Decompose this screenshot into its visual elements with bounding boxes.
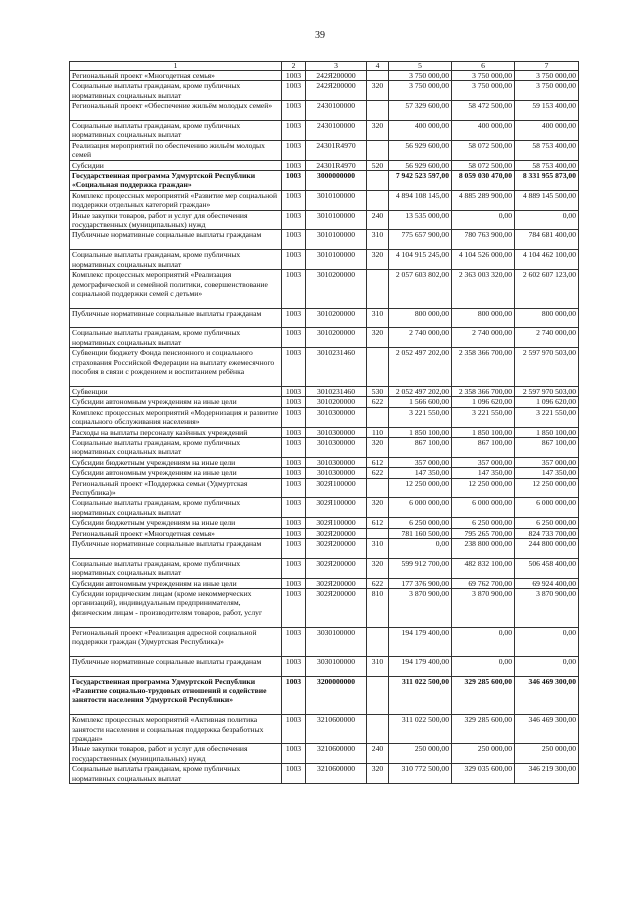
table-row (70, 578, 579, 588)
target-article-cell: 3000000000 (306, 171, 367, 191)
amount-cell-col6: 250 000,00 (452, 744, 515, 764)
target-article-cell: 302Я200000 (306, 528, 367, 538)
amount-cell-col7: 400 000,00 (515, 121, 579, 141)
amount-cell-col7: 6 000 000,00 (515, 498, 579, 518)
table-body (70, 71, 579, 784)
amount-cell-col5: 781 160 500,00 (389, 528, 452, 538)
expense-type-cell (367, 407, 389, 427)
amount-cell-col6: 69 762 700,00 (452, 578, 515, 588)
amount-cell-col6: 8 059 030 470,00 (452, 171, 515, 191)
table-row (70, 437, 579, 457)
amount-cell-col7: 2 602 607 123,00 (515, 270, 579, 309)
amount-cell-col6: 1 850 100,00 (452, 427, 515, 437)
table-row (70, 528, 579, 538)
col-header-5: 5 (389, 62, 452, 71)
row-name-cell: Государственная программа Удмуртской Республики «Социальная поддержка граждан» (70, 171, 282, 191)
amount-cell-col7: 3 870 900,00 (515, 589, 579, 628)
target-article-cell: 3200000000 (306, 676, 367, 715)
row-name-cell: Региональный проект «Обеспечение жильём молодых семей» (70, 101, 282, 121)
amount-cell-col7: 147 350,00 (515, 468, 579, 478)
target-article-cell: 302Я100000 (306, 518, 367, 528)
amount-cell-col6: 4 104 526 000,00 (452, 250, 515, 270)
target-article-cell: 3010200000 (306, 308, 367, 328)
amount-cell-col5: 3 750 000,00 (389, 81, 452, 101)
amount-cell-col5: 4 894 108 145,00 (389, 190, 452, 210)
amount-cell-col7: 3 750 000,00 (515, 81, 579, 101)
amount-cell-col7: 357 000,00 (515, 457, 579, 467)
target-article-cell: 3010100000 (306, 230, 367, 250)
row-name-cell: Комплекс процессных мероприятий «Активная политика занятости населения и социальная поддержка безработных граждан» (70, 715, 282, 744)
row-name-cell: Субсидии бюджетным учреждениям на иные цели (70, 518, 282, 528)
row-name-cell: Социальные выплаты гражданам, кроме публичных нормативных социальных выплат (70, 764, 282, 784)
table-row (70, 538, 579, 558)
table-row (70, 407, 579, 427)
amount-cell-col6: 329 285 600,00 (452, 676, 515, 715)
amount-cell-col6: 3 221 550,00 (452, 407, 515, 427)
target-article-cell: 3010300000 (306, 457, 367, 467)
amount-cell-col5: 311 022 500,00 (389, 715, 452, 744)
amount-cell-col5: 1 850 100,00 (389, 427, 452, 437)
row-name-cell: Комплекс процессных мероприятий «Модернизация и развитие социального обслуживания населения» (70, 407, 282, 427)
table-row (70, 81, 579, 101)
section-code-cell: 1003 (282, 744, 306, 764)
section-code-cell: 1003 (282, 210, 306, 230)
amount-cell-col6: 58 472 500,00 (452, 101, 515, 121)
table-row (70, 171, 579, 191)
expense-type-cell (367, 528, 389, 538)
expense-type-cell: 320 (367, 764, 389, 784)
amount-cell-col7: 506 458 400,00 (515, 558, 579, 578)
target-article-cell: 302Я100000 (306, 498, 367, 518)
amount-cell-col5: 7 942 523 597,00 (389, 171, 452, 191)
amount-cell-col6: 3 870 900,00 (452, 589, 515, 628)
table-row (70, 71, 579, 81)
target-article-cell: 2430100000 (306, 121, 367, 141)
table-row (70, 270, 579, 309)
amount-cell-col7: 58 753 400,00 (515, 160, 579, 170)
section-code-cell: 1003 (282, 71, 306, 81)
target-article-cell: 3010200000 (306, 328, 367, 348)
table-row (70, 468, 579, 478)
section-code-cell: 1003 (282, 578, 306, 588)
row-name-cell: Субсидии бюджетным учреждениям на иные цели (70, 457, 282, 467)
section-code-cell: 1003 (282, 457, 306, 467)
section-code-cell: 1003 (282, 407, 306, 427)
section-code-cell: 1003 (282, 81, 306, 101)
expense-type-cell (367, 101, 389, 121)
amount-cell-col7: 346 469 300,00 (515, 715, 579, 744)
row-name-cell: Социальные выплаты гражданам, кроме публичных нормативных социальных выплат (70, 498, 282, 518)
amount-cell-col6: 2 740 000,00 (452, 328, 515, 348)
section-code-cell: 1003 (282, 171, 306, 191)
amount-cell-col7: 69 924 400,00 (515, 578, 579, 588)
amount-cell-col7: 1 850 100,00 (515, 427, 579, 437)
amount-cell-col6: 238 800 000,00 (452, 538, 515, 558)
expense-type-cell: 320 (367, 498, 389, 518)
row-name-cell: Субсидии автономным учреждениям на иные цели (70, 468, 282, 478)
table-row (70, 558, 579, 578)
amount-cell-col6: 329 285 600,00 (452, 715, 515, 744)
amount-cell-col7: 3 750 000,00 (515, 71, 579, 81)
expense-type-cell (367, 676, 389, 715)
expense-type-cell (367, 270, 389, 309)
amount-cell-col5: 57 329 600,00 (389, 101, 452, 121)
table-row (70, 498, 579, 518)
table-row (70, 250, 579, 270)
table-row (70, 101, 579, 121)
amount-cell-col6: 147 350,00 (452, 468, 515, 478)
row-name-cell: Публичные нормативные социальные выплаты гражданам (70, 308, 282, 328)
section-code-cell: 1003 (282, 478, 306, 498)
amount-cell-col7: 59 153 400,00 (515, 101, 579, 121)
amount-cell-col5: 3 750 000,00 (389, 71, 452, 81)
row-name-cell: Социальные выплаты гражданам, кроме публичных нормативных социальных выплат (70, 558, 282, 578)
expense-type-cell (367, 627, 389, 656)
amount-cell-col5: 357 000,00 (389, 457, 452, 467)
amount-cell-col6: 4 885 289 900,00 (452, 190, 515, 210)
amount-cell-col5: 147 350,00 (389, 468, 452, 478)
table-row (70, 627, 579, 656)
amount-cell-col6: 795 265 700,00 (452, 528, 515, 538)
expense-type-cell: 320 (367, 437, 389, 457)
target-article-cell: 3010300000 (306, 427, 367, 437)
amount-cell-col6: 780 763 900,00 (452, 230, 515, 250)
amount-cell-col5: 194 179 400,00 (389, 656, 452, 676)
section-code-cell: 1003 (282, 140, 306, 160)
amount-cell-col6: 58 072 500,00 (452, 140, 515, 160)
section-code-cell: 1003 (282, 656, 306, 676)
section-code-cell: 1003 (282, 528, 306, 538)
col-header-3: 3 (306, 62, 367, 71)
amount-cell-col5: 400 000,00 (389, 121, 452, 141)
amount-cell-col5: 56 929 600,00 (389, 140, 452, 160)
expense-type-cell (367, 171, 389, 191)
amount-cell-col5: 13 535 000,00 (389, 210, 452, 230)
row-name-cell: Публичные нормативные социальные выплаты гражданам (70, 230, 282, 250)
amount-cell-col7: 6 250 000,00 (515, 518, 579, 528)
section-code-cell: 1003 (282, 386, 306, 396)
row-name-cell: Иные закупки товаров, работ и услуг для обеспечения государственных (муниципальных) нужд (70, 744, 282, 764)
amount-cell-col5: 2 057 603 802,00 (389, 270, 452, 309)
target-article-cell: 24301R4970 (306, 140, 367, 160)
expense-type-cell: 110 (367, 427, 389, 437)
amount-cell-col6: 3 750 000,00 (452, 71, 515, 81)
section-code-cell: 1003 (282, 468, 306, 478)
amount-cell-col6: 2 358 366 700,00 (452, 348, 515, 387)
section-code-cell: 1003 (282, 498, 306, 518)
row-name-cell: Субвенции бюджету Фонда пенсионного и социального страхования Российской Федерации на выплату ежемесячного пособия в связи с рождением и воспитанием ребёнка (70, 348, 282, 387)
section-code-cell: 1003 (282, 348, 306, 387)
amount-cell-col7: 4 889 145 500,00 (515, 190, 579, 210)
amount-cell-col5: 6 250 000,00 (389, 518, 452, 528)
amount-cell-col6: 12 250 000,00 (452, 478, 515, 498)
table-row (70, 457, 579, 467)
amount-cell-col7: 8 331 955 873,00 (515, 171, 579, 191)
expense-type-cell: 320 (367, 81, 389, 101)
target-article-cell: 3010100000 (306, 210, 367, 230)
amount-cell-col6: 2 363 003 320,00 (452, 270, 515, 309)
amount-cell-col6: 400 000,00 (452, 121, 515, 141)
target-article-cell: 3010100000 (306, 250, 367, 270)
section-code-cell: 1003 (282, 190, 306, 210)
expense-type-cell: 520 (367, 160, 389, 170)
row-name-cell: Комплекс процессных мероприятий «Реализация демографической и семейной политики, совершенствование социальной поддержки семей с детьми» (70, 270, 282, 309)
section-code-cell: 1003 (282, 589, 306, 628)
amount-cell-col5: 775 657 900,00 (389, 230, 452, 250)
section-code-cell: 1003 (282, 518, 306, 528)
amount-cell-col5: 194 179 400,00 (389, 627, 452, 656)
row-name-cell: Иные закупки товаров, работ и услуг для обеспечения государственных (муниципальных) нужд (70, 210, 282, 230)
target-article-cell: 3010200000 (306, 270, 367, 309)
amount-cell-col7: 346 219 300,00 (515, 764, 579, 784)
amount-cell-col5: 56 929 600,00 (389, 160, 452, 170)
target-article-cell: 302Я200000 (306, 558, 367, 578)
table-row (70, 744, 579, 764)
expense-type-cell: 612 (367, 457, 389, 467)
amount-cell-col6: 0,00 (452, 627, 515, 656)
row-name-cell: Субсидии автономным учреждениям на иные цели (70, 397, 282, 407)
table-row (70, 140, 579, 160)
amount-cell-col5: 2 052 497 202,00 (389, 348, 452, 387)
section-code-cell: 1003 (282, 676, 306, 715)
amount-cell-col7: 346 469 300,00 (515, 676, 579, 715)
amount-cell-col7: 824 733 700,00 (515, 528, 579, 538)
expense-type-cell: 310 (367, 538, 389, 558)
table-row (70, 230, 579, 250)
table-row (70, 676, 579, 715)
table-row (70, 656, 579, 676)
expense-type-cell: 530 (367, 386, 389, 396)
target-article-cell: 302Я200000 (306, 578, 367, 588)
table-row (70, 427, 579, 437)
table-row (70, 348, 579, 387)
col-header-6: 6 (452, 62, 515, 71)
target-article-cell: 3010200000 (306, 397, 367, 407)
amount-cell-col7: 867 100,00 (515, 437, 579, 457)
expense-type-cell: 310 (367, 656, 389, 676)
expense-type-cell: 612 (367, 518, 389, 528)
section-code-cell: 1003 (282, 427, 306, 437)
target-article-cell: 3010231460 (306, 348, 367, 387)
amount-cell-col6: 867 100,00 (452, 437, 515, 457)
section-code-cell: 1003 (282, 328, 306, 348)
target-article-cell: 302Я200000 (306, 589, 367, 628)
amount-cell-col5: 12 250 000,00 (389, 478, 452, 498)
amount-cell-col5: 177 376 900,00 (389, 578, 452, 588)
amount-cell-col6: 1 096 620,00 (452, 397, 515, 407)
amount-cell-col5: 311 022 500,00 (389, 676, 452, 715)
amount-cell-col5: 1 566 600,00 (389, 397, 452, 407)
row-name-cell: Комплекс процессных мероприятий «Развитие мер социальной поддержки отдельных категорий граждан» (70, 190, 282, 210)
amount-cell-col6: 2 358 366 700,00 (452, 386, 515, 396)
row-name-cell: Социальные выплаты гражданам, кроме публичных нормативных социальных выплат (70, 328, 282, 348)
target-article-cell: 3010300000 (306, 407, 367, 427)
amount-cell-col5: 0,00 (389, 538, 452, 558)
amount-cell-col6: 6 250 000,00 (452, 518, 515, 528)
expense-type-cell: 240 (367, 744, 389, 764)
row-name-cell: Региональный проект «Поддержка семьи (Удмуртская Республика)» (70, 478, 282, 498)
amount-cell-col6: 6 000 000,00 (452, 498, 515, 518)
target-article-cell: 3010300000 (306, 468, 367, 478)
amount-cell-col7: 0,00 (515, 656, 579, 676)
amount-cell-col5: 3 221 550,00 (389, 407, 452, 427)
row-name-cell: Субсидии юридическим лицам (кроме некоммерческих организаций), индивидуальным предпринимателям, физическим лицам - производителям товаров, работ, услуг (70, 589, 282, 628)
expense-type-cell (367, 190, 389, 210)
row-name-cell: Региональный проект «Многодетная семья» (70, 71, 282, 81)
expense-type-cell: 310 (367, 308, 389, 328)
amount-cell-col7: 0,00 (515, 210, 579, 230)
expense-type-cell (367, 140, 389, 160)
amount-cell-col6: 3 750 000,00 (452, 81, 515, 101)
amount-cell-col7: 12 250 000,00 (515, 478, 579, 498)
target-article-cell: 3030100000 (306, 656, 367, 676)
row-name-cell: Реализация мероприятий по обеспечению жильём молодых семей (70, 140, 282, 160)
target-article-cell: 3210600000 (306, 744, 367, 764)
expense-type-cell: 320 (367, 328, 389, 348)
table-row (70, 478, 579, 498)
section-code-cell: 1003 (282, 764, 306, 784)
expense-type-cell: 622 (367, 468, 389, 478)
section-code-cell: 1003 (282, 160, 306, 170)
amount-cell-col5: 310 772 500,00 (389, 764, 452, 784)
page-number: 39 (315, 30, 325, 41)
target-article-cell: 302Я100000 (306, 478, 367, 498)
target-article-cell: 302Я200000 (306, 538, 367, 558)
amount-cell-col5: 3 870 900,00 (389, 589, 452, 628)
row-name-cell: Социальные выплаты гражданам, кроме публичных нормативных социальных выплат (70, 437, 282, 457)
expense-type-cell: 810 (367, 589, 389, 628)
col-header-2: 2 (282, 62, 306, 71)
expense-type-cell (367, 478, 389, 498)
table-row (70, 190, 579, 210)
target-article-cell: 3210600000 (306, 715, 367, 744)
target-article-cell: 2430100000 (306, 101, 367, 121)
amount-cell-col6: 58 072 500,00 (452, 160, 515, 170)
amount-cell-col7: 0,00 (515, 627, 579, 656)
row-name-cell: Расходы на выплаты персоналу казённых учреждений (70, 427, 282, 437)
amount-cell-col5: 599 912 700,00 (389, 558, 452, 578)
target-article-cell: 3010100000 (306, 190, 367, 210)
table-row (70, 386, 579, 396)
amount-cell-col6: 357 000,00 (452, 457, 515, 467)
row-name-cell: Государственная программа Удмуртской Республики «Развитие социально-трудовых отношений и содействие занятости населения Удмуртской Республики» (70, 676, 282, 715)
expense-type-cell: 622 (367, 397, 389, 407)
row-name-cell: Субсидии (70, 160, 282, 170)
amount-cell-col7: 2 597 970 503,00 (515, 348, 579, 387)
table-row (70, 589, 579, 628)
section-code-cell: 1003 (282, 437, 306, 457)
section-code-cell: 1003 (282, 270, 306, 309)
target-article-cell: 3010300000 (306, 437, 367, 457)
expense-type-cell: 320 (367, 121, 389, 141)
table-row (70, 328, 579, 348)
expense-type-cell: 310 (367, 230, 389, 250)
amount-cell-col5: 867 100,00 (389, 437, 452, 457)
target-article-cell: 242Я200000 (306, 71, 367, 81)
amount-cell-col5: 250 000,00 (389, 744, 452, 764)
section-code-cell: 1003 (282, 250, 306, 270)
amount-cell-col6: 0,00 (452, 656, 515, 676)
amount-cell-col7: 4 104 462 100,00 (515, 250, 579, 270)
row-name-cell: Социальные выплаты гражданам, кроме публичных нормативных социальных выплат (70, 121, 282, 141)
col-header-4: 4 (367, 62, 389, 71)
amount-cell-col5: 800 000,00 (389, 308, 452, 328)
section-code-cell: 1003 (282, 397, 306, 407)
table-row (70, 121, 579, 141)
col-header-1: 1 (70, 62, 282, 71)
amount-cell-col7: 800 000,00 (515, 308, 579, 328)
amount-cell-col6: 329 035 600,00 (452, 764, 515, 784)
amount-cell-col5: 4 104 915 245,00 (389, 250, 452, 270)
section-code-cell: 1003 (282, 538, 306, 558)
amount-cell-col7: 3 221 550,00 (515, 407, 579, 427)
amount-cell-col6: 0,00 (452, 210, 515, 230)
amount-cell-col7: 244 800 000,00 (515, 538, 579, 558)
section-code-cell: 1003 (282, 627, 306, 656)
expense-type-cell: 622 (367, 578, 389, 588)
amount-cell-col7: 250 000,00 (515, 744, 579, 764)
row-name-cell: Публичные нормативные социальные выплаты гражданам (70, 538, 282, 558)
expense-type-cell (367, 348, 389, 387)
section-code-cell: 1003 (282, 558, 306, 578)
section-code-cell: 1003 (282, 230, 306, 250)
amount-cell-col7: 2 597 970 503,00 (515, 386, 579, 396)
target-article-cell: 24301R4970 (306, 160, 367, 170)
budget-table (69, 61, 579, 784)
row-name-cell: Субвенции (70, 386, 282, 396)
target-article-cell: 3030100000 (306, 627, 367, 656)
table-row (70, 210, 579, 230)
table-row (70, 518, 579, 528)
target-article-cell: 3210600000 (306, 764, 367, 784)
target-article-cell: 3010231460 (306, 386, 367, 396)
row-name-cell: Региональный проект «Реализация адресной социальной поддержки граждан (Удмуртская Республика)» (70, 627, 282, 656)
col-header-7: 7 (515, 62, 579, 71)
section-code-cell: 1003 (282, 308, 306, 328)
amount-cell-col7: 58 753 400,00 (515, 140, 579, 160)
row-name-cell: Региональный проект «Многодетная семья» (70, 528, 282, 538)
amount-cell-col6: 482 832 100,00 (452, 558, 515, 578)
expense-type-cell (367, 71, 389, 81)
expense-type-cell (367, 715, 389, 744)
amount-cell-col6: 800 000,00 (452, 308, 515, 328)
amount-cell-col7: 784 681 400,00 (515, 230, 579, 250)
amount-cell-col5: 2 052 497 202,00 (389, 386, 452, 396)
section-code-cell: 1003 (282, 715, 306, 744)
table-row (70, 160, 579, 170)
row-name-cell: Социальные выплаты гражданам, кроме публичных нормативных социальных выплат (70, 81, 282, 101)
amount-cell-col7: 1 096 620,00 (515, 397, 579, 407)
row-name-cell: Публичные нормативные социальные выплаты гражданам (70, 656, 282, 676)
row-name-cell: Субсидии автономным учреждениям на иные цели (70, 578, 282, 588)
expense-type-cell: 240 (367, 210, 389, 230)
table-row (70, 308, 579, 328)
expense-type-cell: 320 (367, 250, 389, 270)
section-code-cell: 1003 (282, 121, 306, 141)
amount-cell-col7: 2 740 000,00 (515, 328, 579, 348)
expense-type-cell: 320 (367, 558, 389, 578)
amount-cell-col5: 6 000 000,00 (389, 498, 452, 518)
amount-cell-col5: 2 740 000,00 (389, 328, 452, 348)
header-row (70, 62, 579, 71)
table-row (70, 764, 579, 784)
table-row (70, 397, 579, 407)
section-code-cell: 1003 (282, 101, 306, 121)
table-row (70, 715, 579, 744)
target-article-cell: 242Я200000 (306, 81, 367, 101)
row-name-cell: Социальные выплаты гражданам, кроме публичных нормативных социальных выплат (70, 250, 282, 270)
